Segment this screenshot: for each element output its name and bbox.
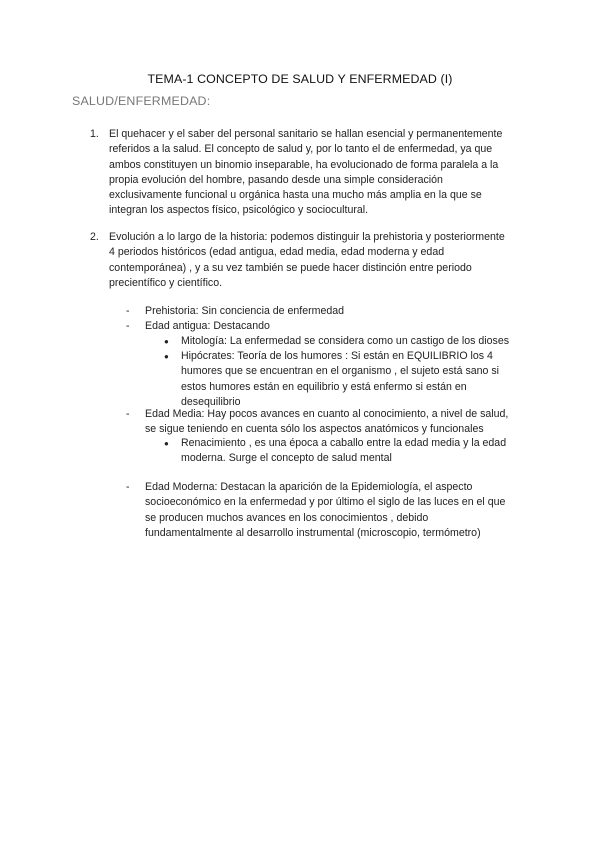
sub-item-hipocrates — [164, 349, 534, 410]
text-line: Evolución a lo largo de la historia: podemos distinguir la prehistoria y posteriormente — [109, 231, 505, 243]
text-line: integran los aspectos físico, psicológico y sociocultural. — [109, 204, 369, 217]
text-line: El quehacer y el saber del personal sanitario se hallan esencial y permanentemente — [109, 128, 503, 140]
period-edad-media — [126, 407, 546, 438]
dash-marker: - — [126, 408, 130, 420]
list-item-text — [109, 127, 552, 219]
text-line: precientífico y científico. — [109, 276, 223, 289]
numbered-item-1 — [92, 127, 552, 219]
text-line: Mitología: La enfermedad se considera como un castigo de los dioses — [181, 335, 510, 347]
period-edad-antigua — [126, 319, 546, 334]
numbered-item-2 — [92, 230, 552, 291]
dash-marker: - — [126, 320, 130, 332]
text-line: Prehistoria: Sin conciencia de enfermedad — [145, 305, 345, 317]
sub-item-mitologia — [164, 334, 534, 349]
text-line: se producen muchos avances en los conocimientos , debido — [145, 511, 429, 524]
bullet-marker: ● — [164, 439, 169, 448]
text-line: ambos constituyen un binomio inseparable, ha evolucionado de forma paralela a la — [109, 158, 499, 171]
text-line: se sigue teniendo en cuenta sólo los aspectos anatómicos y funcionales — [145, 423, 484, 436]
text-line: propia evolución del hombre, pasando desde una simple consideración — [109, 173, 443, 186]
list-item-text — [109, 230, 552, 291]
list-number: 1. — [90, 128, 99, 140]
text-line: socioeconómico en la enfermedad y por último el siglo de las luces en el que — [145, 496, 506, 509]
text-line: Renacimiento , es una época a caballo entre la edad media y la edad — [181, 437, 507, 449]
text-line: Hipócrates: Teoría de los humores : Si están en EQUILIBRIO los 4 — [181, 350, 493, 362]
text-line: desequilibrio — [181, 395, 241, 408]
text-line: estos humores están en equilibrio y está enfermo si están en — [181, 380, 467, 393]
list-number: 2. — [90, 231, 99, 243]
sub-item-renacimiento — [164, 436, 534, 467]
text-line: Edad Media: Hay pocos avances en cuanto al conocimiento, a nivel de salud, — [145, 408, 509, 420]
bullet-marker: ● — [164, 352, 169, 361]
text-line: exclusivamente funcional u orgánica hasta una mucho más amplia en la que se — [109, 189, 482, 202]
dash-marker: - — [126, 481, 130, 493]
period-prehistoria — [126, 304, 546, 319]
period-edad-moderna — [126, 480, 546, 541]
text-line: Edad antigua: Destacando — [145, 320, 270, 332]
section-heading: SALUD/ENFERMEDAD: — [72, 94, 211, 108]
text-line: referidos a la salud. El concepto de salud y, por lo tanto el de enfermedad, ya que — [109, 143, 493, 156]
text-line: Edad Moderna: Destacan la aparición de la Epidemiología, el aspecto — [145, 481, 473, 493]
text-line: fundamentalmente al desarrollo instrumental (microscopio, termómetro) — [145, 526, 481, 539]
document-title: TEMA-1 CONCEPTO DE SALUD Y ENFERMEDAD (I) — [147, 72, 453, 86]
text-line: 4 periodos históricos (edad antigua, edad media, edad moderna y edad — [109, 246, 445, 259]
text-line: humores que se encuentran en el organismo , el sujeto está sano si — [181, 365, 500, 378]
bullet-marker: ● — [164, 337, 169, 346]
dash-marker: - — [126, 305, 130, 317]
text-line: contemporánea) , y a su vez también se puede hacer distinción entre periodo — [109, 261, 472, 274]
text-line: moderna. Surge el concepto de salud mental — [181, 452, 392, 465]
